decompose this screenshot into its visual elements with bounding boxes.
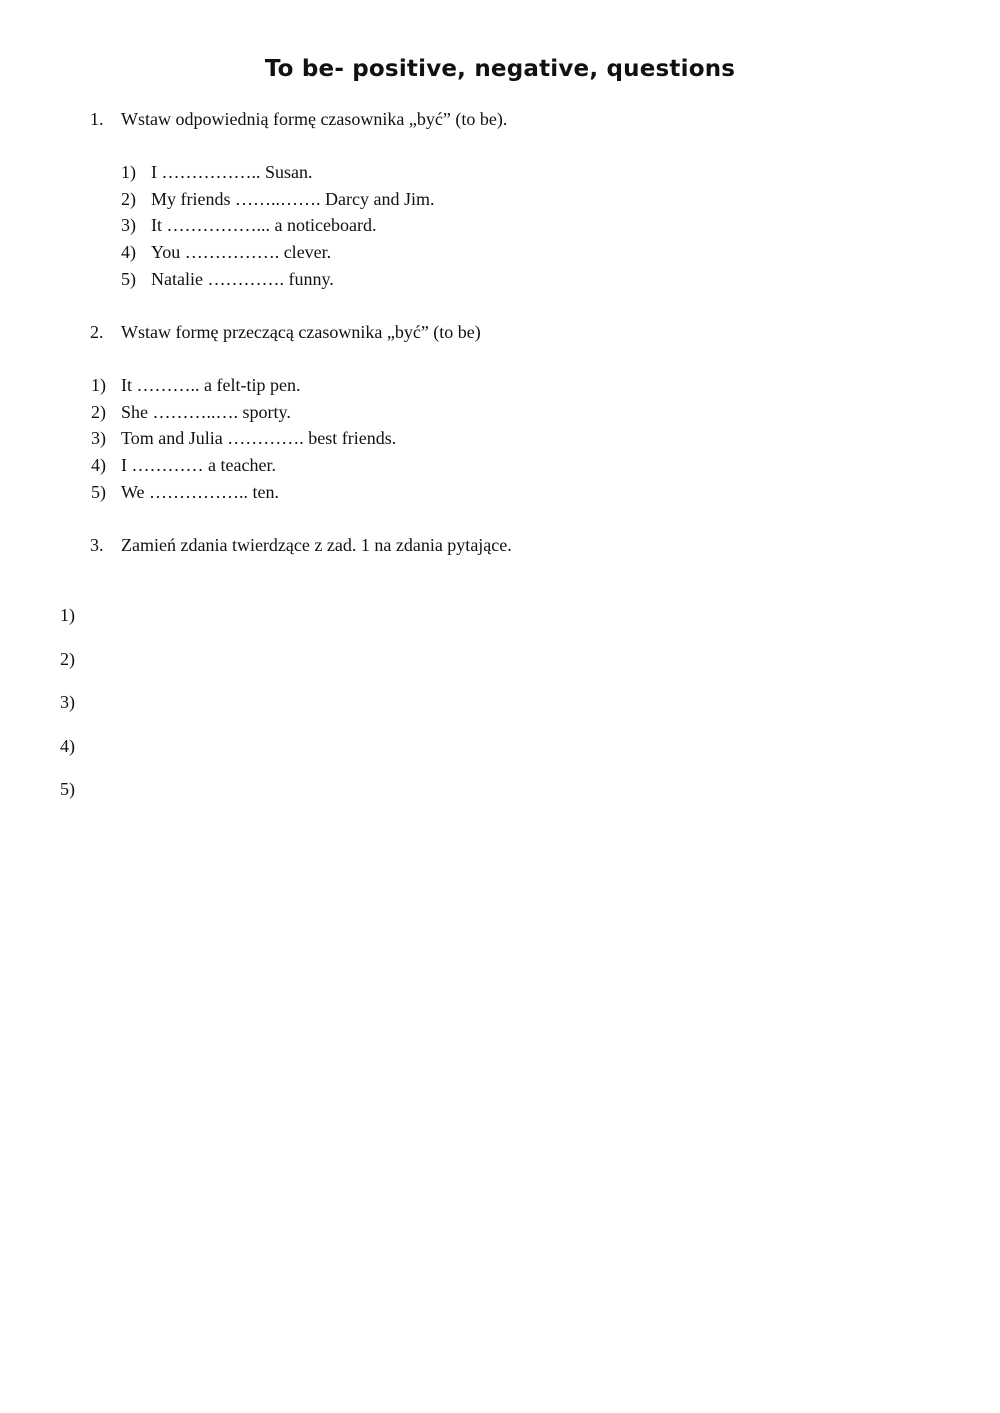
task-1-list <box>121 159 434 292</box>
list-item <box>121 186 434 213</box>
exercise-sentence: She ………..…. sporty. <box>121 401 291 422</box>
answer-list <box>60 602 75 820</box>
exercise-sentence: I ………… a teacher. <box>121 455 276 476</box>
item-number: 1) <box>91 375 106 395</box>
answer-line: 5) <box>60 779 75 799</box>
item-number: 2) <box>121 188 136 209</box>
list-item <box>91 372 396 399</box>
list-item <box>91 452 396 479</box>
task-2-instruction-text: Wstaw formę przeczącą czasownika „być” (to be) <box>121 322 481 342</box>
task-2-list <box>91 372 396 505</box>
task-3-instruction <box>90 535 512 556</box>
exercise-sentence: Natalie …………. funny. <box>151 268 334 289</box>
answer-line: 3) <box>60 692 75 712</box>
list-item <box>91 479 396 506</box>
answer-line: 2) <box>60 648 75 669</box>
list-item <box>121 239 434 266</box>
task-3-number: 3. <box>90 535 104 555</box>
page-title: To be- positive, negative, questions <box>264 56 736 82</box>
answer-line: 4) <box>60 735 75 756</box>
list-item <box>121 212 434 239</box>
item-number: 3) <box>121 215 136 236</box>
task-2-number: 2. <box>90 322 104 342</box>
item-number: 4) <box>121 242 136 263</box>
task-3-instruction-text: Zamień zdania twierdzące z zad. 1 na zdania pytające. <box>121 535 512 555</box>
exercise-sentence: My friends ……..……. Darcy and Jim. <box>151 188 435 209</box>
task-1-instruction-text: Wstaw odpowiednią formę czasownika „być” (to be). <box>121 109 508 129</box>
list-item <box>91 399 396 426</box>
item-number: 1) <box>121 162 136 182</box>
list-item <box>91 425 396 452</box>
answer-line: 1) <box>60 605 75 625</box>
task-2-instruction <box>90 322 481 343</box>
item-number: 3) <box>91 428 106 449</box>
task-1-number: 1. <box>90 109 104 129</box>
item-number: 5) <box>91 481 106 502</box>
exercise-sentence: It ……………... a noticeboard. <box>151 215 377 236</box>
exercise-sentence: You ……………. clever. <box>151 242 332 263</box>
task-1-instruction <box>90 109 507 130</box>
exercise-sentence: I …………….. Susan. <box>151 162 313 182</box>
item-number: 4) <box>91 455 106 476</box>
exercise-sentence: Tom and Julia …………. best friends. <box>121 428 397 449</box>
list-item <box>121 266 434 293</box>
exercise-sentence: It ……….. a felt-tip pen. <box>121 375 301 395</box>
list-item <box>121 159 434 186</box>
item-number: 5) <box>121 268 136 289</box>
item-number: 2) <box>91 401 106 422</box>
exercise-sentence: We …………….. ten. <box>121 481 280 502</box>
